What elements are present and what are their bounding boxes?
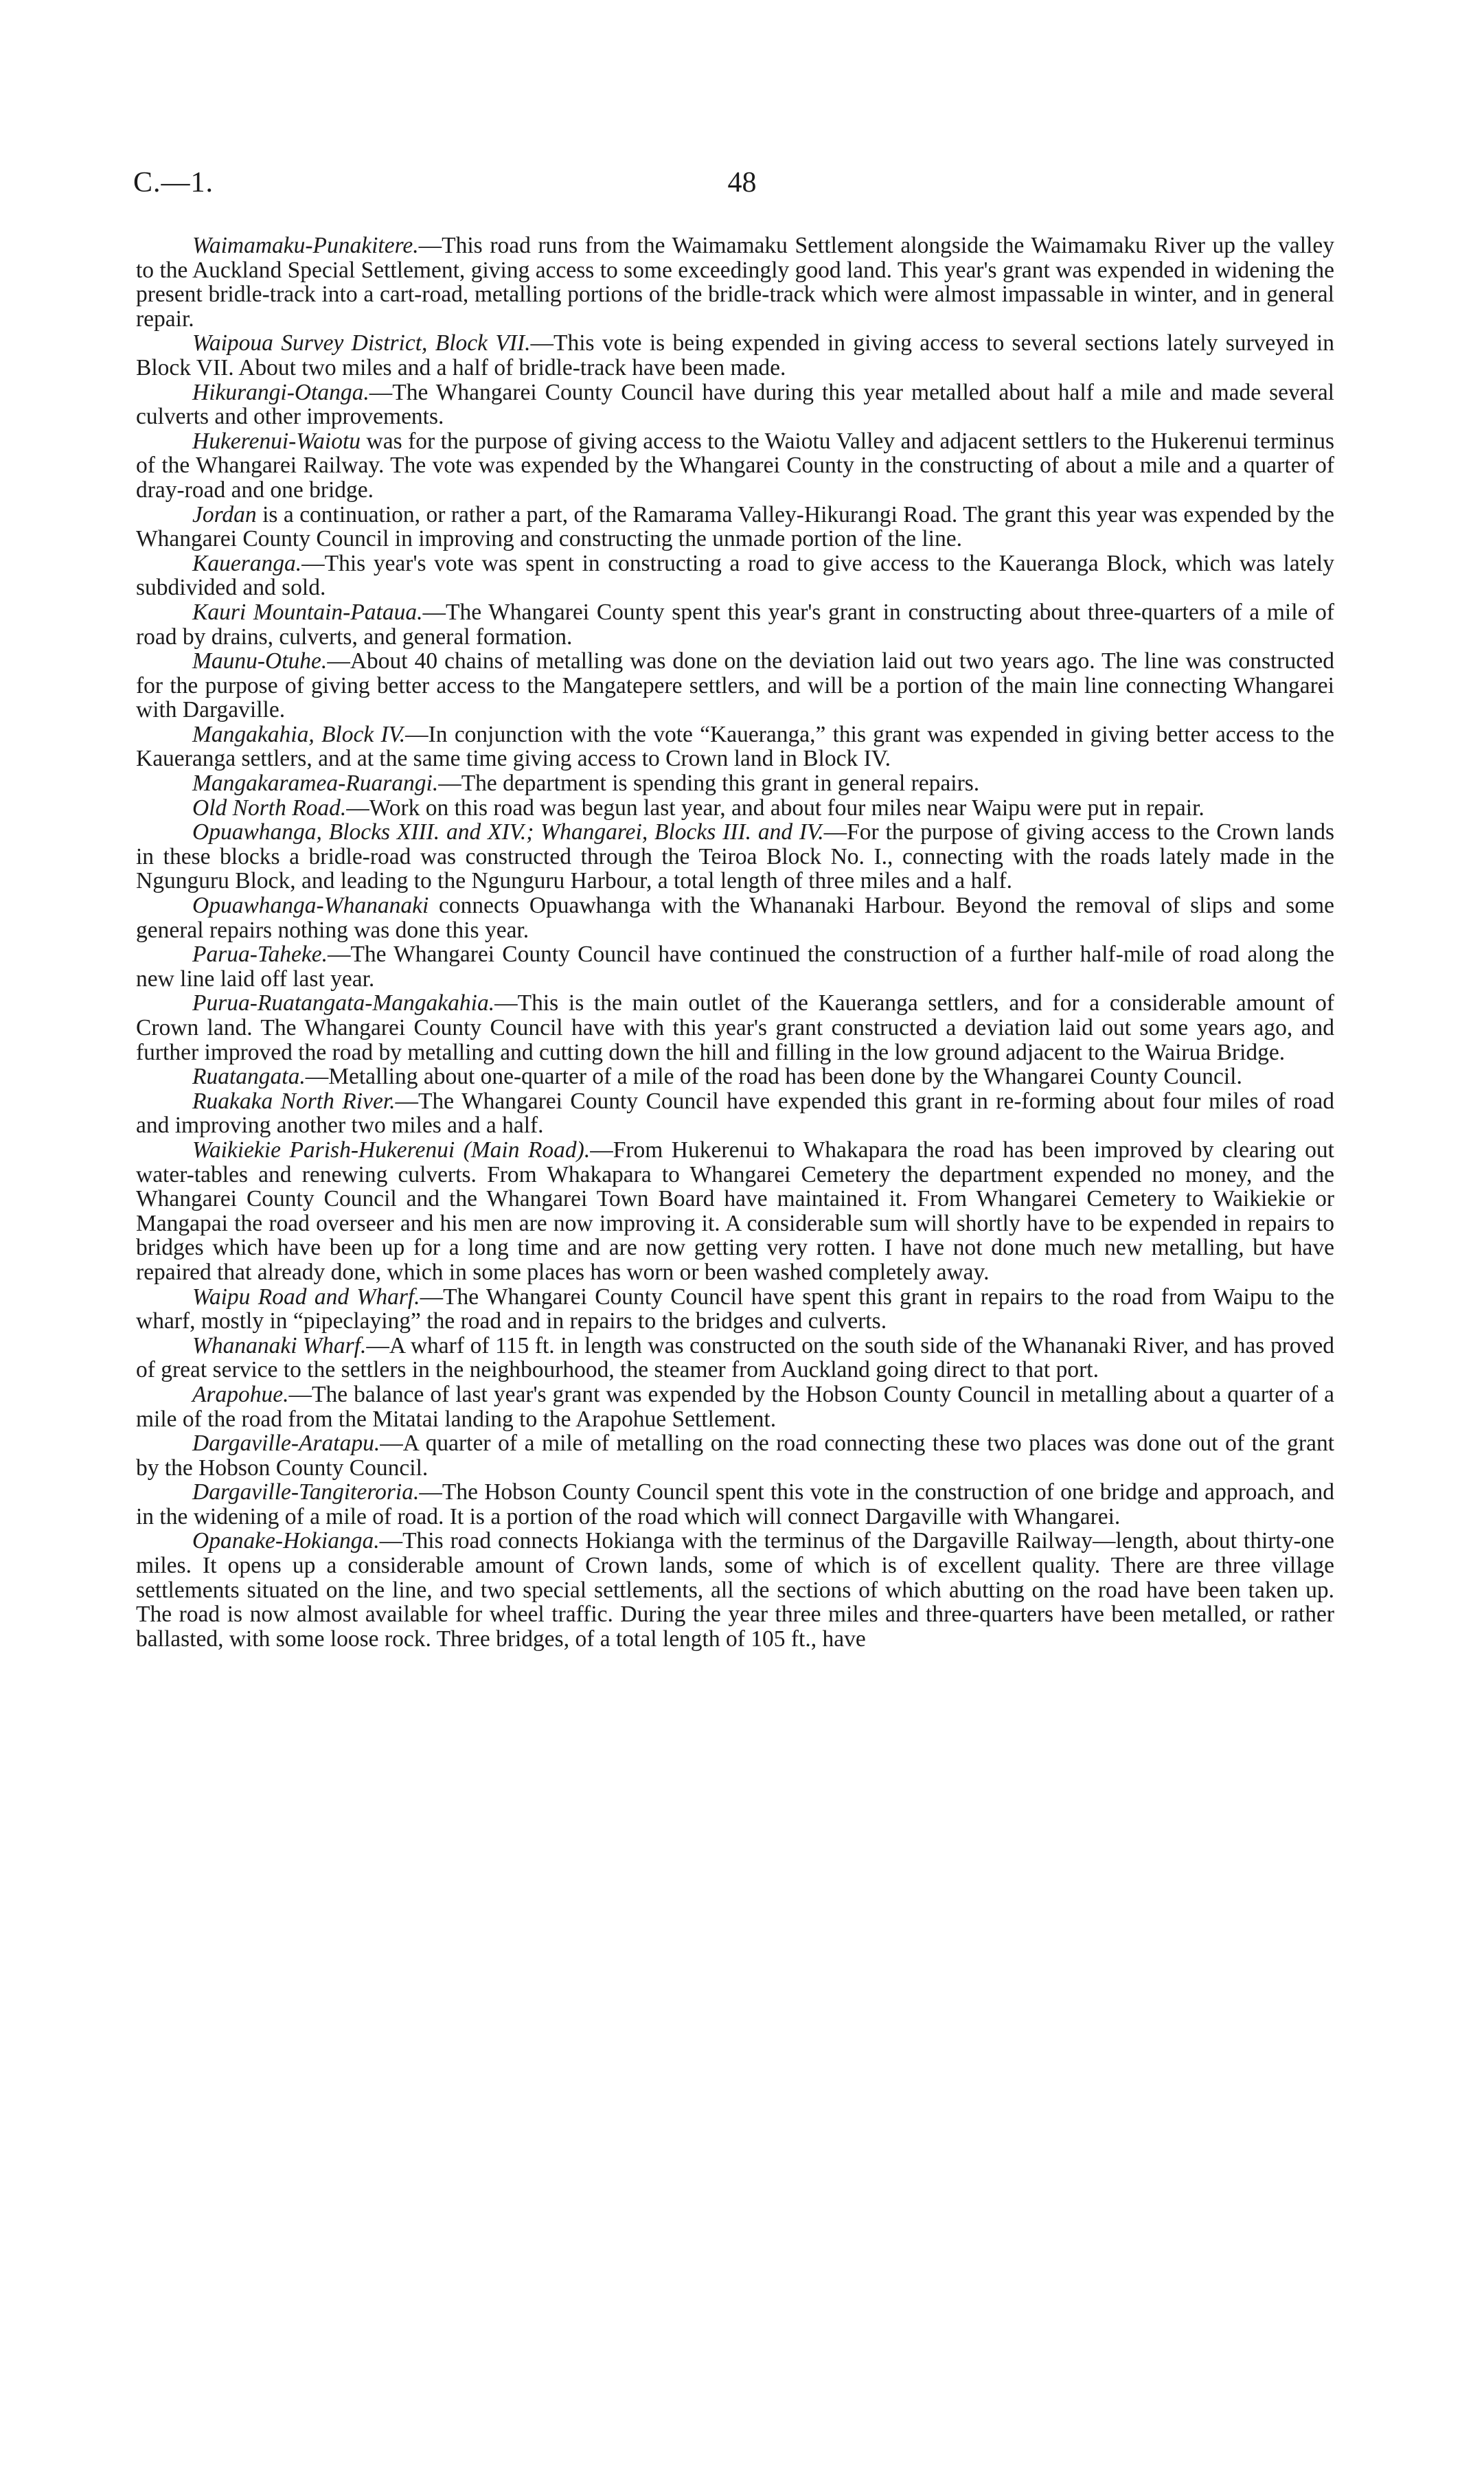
paragraph-heading: Arapohue.	[192, 1381, 289, 1407]
paragraph-text: —For the purpose of giving access to the Crown lands in these blocks a bridle-road was constructed through the Teiroa Block No. I., connecting with the roads lately made in the Ngunguru Block, and leading to the Ngunguru Harbour, a total length of three miles and a half.	[136, 819, 1335, 894]
paragraph	[136, 429, 1334, 503]
paragraph-heading: Maunu-Otuhe.	[192, 648, 328, 674]
paragraph-text: —The balance of last year's grant was expended by the Hobson County Council in metalling about a quarter of a mile of the road from the Mitatai landing to the Arapohue Settlement.	[136, 1381, 1334, 1432]
paragraph	[136, 1431, 1334, 1480]
paragraph-heading: Hikurangi-Otanga.	[192, 379, 369, 405]
paragraph	[136, 1529, 1334, 1651]
paragraph-text: connects Opuawhanga with the Whananaki Harbour. Beyond the removal of slips and some general repairs nothing was done this year.	[136, 893, 1334, 943]
paragraph-heading: Hukerenui-Waiotu	[192, 428, 361, 454]
paragraph-text: —A quarter of a mile of metalling on the road connecting these two places was done out of the grant by the Hobson County Council.	[136, 1431, 1334, 1481]
paragraph-heading: Mangakaramea-Ruarangi.	[192, 771, 439, 797]
paragraph-text: —This year's vote was spent in constructing a road to give access to the Kaueranga Block, which was lately subdivided and sold.	[136, 550, 1334, 601]
paragraph-text: —Metalling about one-quarter of a mile of the road has been done by the Whangarei County Council.	[305, 1064, 1242, 1090]
paragraph-text: —This road runs from the Waimamaku Settlement alongside the Waimamaku River up the valley to the Auckland Special Settlement, giving access to some exceedingly good land. This year's grant was expended in widening the present bridle-track into a cart-road, metalling portions of the bridle-track which were almost impassable in winter, and in general repair.	[136, 233, 1334, 332]
paragraph-heading: Purua-Ruatangata-Mangakahia.	[192, 990, 495, 1016]
paragraph-heading: Old North Road.	[192, 795, 347, 821]
paragraph-text: —This vote is being expended in giving access to several sections lately surveyed in Block VII. About two miles and a half of bridle-track have been made.	[136, 330, 1334, 380]
paragraph-heading: Parua-Taheke.	[192, 942, 328, 968]
paragraph-heading: Opuawhanga, Blocks XIII. and XIV.; Whangarei, Blocks III. and IV.	[192, 819, 824, 845]
body-text	[136, 234, 1334, 1651]
paragraph-text: —This road connects Hokianga with the terminus of the Dargaville Railway—length, about thirty-one miles. It opens up a considerable amount of Crown lands, some of which is of excellent quality. There are three village settlements situated on the line, and two special settlements, all the sections of which abutting on the road have been taken up. The road is now almost available for wheel traffic. During the year three miles and three-quarters have been metalled, or rather ballasted, with some loose rock. Three bridges, of a total length of 105 ft., have	[136, 1528, 1334, 1652]
paragraph-heading: Ruakaka North River.	[192, 1088, 396, 1114]
page-header	[118, 166, 1366, 207]
paragraph-heading: Ruatangata.	[192, 1064, 306, 1090]
paragraph-heading: Mangakahia, Block IV.	[192, 721, 406, 747]
paragraph	[136, 234, 1334, 331]
paragraph	[136, 1138, 1334, 1285]
paragraph	[136, 893, 1334, 942]
paragraph-text: —The Whangarei County spent this year's grant in constructing about three-quarters of a mile of road by drains, culverts, and general formation.	[136, 599, 1334, 650]
page-number: 48	[727, 167, 757, 198]
paragraph-heading: Opanake-Hokianga.	[192, 1528, 380, 1554]
paragraph-text: —Work on this road was begun last year, and about four miles near Waipu were put in repair.	[346, 795, 1205, 821]
paragraph	[136, 1334, 1334, 1382]
paragraph-text: —The Hobson County Council spent this vote in the construction of one bridge and approach, and in the widening of a mile of road. It is a portion of the road which will connect Dargaville with Whangarei.	[136, 1479, 1334, 1529]
paragraph	[136, 991, 1334, 1064]
paragraph-heading: Waipoua Survey District, Block VII.	[192, 330, 531, 356]
paragraph	[136, 796, 1334, 821]
paragraph-text: is a continuation, or rather a part, of the Ramarama Valley-Hikurangi Road. The grant this year was expended by the Whangarei County Council in improving and constructing the unmade portion of the line.	[136, 501, 1334, 552]
paragraph-heading: Dargaville-Tangiteroria.	[192, 1479, 420, 1505]
paragraph	[136, 551, 1334, 600]
paragraph-heading: Waimamaku-Punakitere.	[192, 233, 419, 258]
paragraph	[136, 503, 1334, 551]
paragraph-text: —From Hukerenui to Whakapara the road has been improved by clearing out water-tables and renewing culverts. From Whakapara to Whangarei Cemetery the department expended no money, and the Whangarei County Council and the Whangarei Town Board have maintained it. From Whangarei Cemetery to Waikiekie or Mangapai the road overseer and his men are now improving it. A considerable sum will shortly have to be expended in repairs to bridges which have been up for a long time and are now getting very rotten. I have not done much new metalling, but have repaired that already done, which in some places has worn or been washed completely away.	[136, 1137, 1334, 1285]
document-reference: C.—1.	[133, 167, 214, 198]
paragraph-heading: Waikiekie Parish-Hukerenui (Main Road).	[192, 1137, 591, 1163]
paragraph-text: —The Whangarei County Council have during this year metalled about half a mile and made several culverts and other improvements.	[136, 379, 1334, 430]
paragraph-heading: Whananaki Wharf.	[192, 1332, 367, 1358]
paragraph-heading: Opuawhanga-Whananaki	[192, 893, 429, 919]
paragraph	[136, 600, 1334, 649]
paragraph	[136, 1285, 1334, 1334]
paragraph-text: —The Whangarei County Council have continued the construction of a further half-mile of road along the new line laid off last year.	[136, 942, 1334, 992]
paragraph	[136, 1382, 1334, 1431]
paragraph-text: —This is the main outlet of the Kaueranga settlers, and for a considerable amount of Crown land. The Whangarei County Council have with this year's grant constructed a deviation laid out some years ago, and further improved the road by metalling and cutting down the hill and filling in the low ground adjacent to the Wairua Bridge.	[136, 990, 1334, 1065]
paragraph	[136, 771, 1334, 796]
paragraph-heading: Kaueranga.	[192, 550, 302, 576]
paragraph-text: —About 40 chains of metalling was done on the deviation laid out two years ago. The line was constructed for the purpose of giving better access to the Mangatepere settlers, and will be a portion of the main line connecting Whangarei with Dargaville.	[136, 648, 1334, 723]
paragraph	[136, 380, 1334, 429]
paragraph	[136, 722, 1334, 771]
paragraph-text: —The department is spending this grant in general repairs.	[438, 771, 980, 797]
paragraph-heading: Dargaville-Aratapu.	[192, 1431, 380, 1457]
paragraph-text: was for the purpose of giving access to the Waiotu Valley and adjacent settlers to the Hukerenui terminus of the Whangarei Railway. The vote was expended by the Whangarei County in the constructing of about a mile and a quarter of dray-road and one bridge.	[136, 428, 1334, 503]
paragraph-heading: Waipu Road and Wharf.	[192, 1284, 420, 1310]
paragraph-text: —The Whangarei County Council have expended this grant in re-forming about four miles of road and improving another two miles and a half.	[136, 1088, 1334, 1139]
paragraph-text: —The Whangarei County Council have spent this grant in repairs to the road from Waipu to the wharf, mostly in “pipeclaying” the road and in repairs to the bridges and culverts.	[136, 1284, 1334, 1334]
paragraph-text: —In conjunction with the vote “Kaueranga,” this grant was expended in giving better access to the Kaueranga settlers, and at the same time giving access to Crown land in Block IV.	[136, 721, 1334, 772]
paragraph	[136, 942, 1334, 991]
paragraph	[136, 820, 1334, 893]
paragraph-heading: Kauri Mountain-Pataua.	[192, 599, 423, 625]
paragraph	[136, 1064, 1334, 1089]
paragraph	[136, 331, 1334, 380]
paragraph-heading: Jordan	[192, 501, 257, 527]
paragraph-text: —A wharf of 115 ft. in length was constructed on the south side of the Whananaki River, and has proved of great service to the settlers in the neighbourhood, the steamer from Auckland going direct to that port.	[136, 1332, 1334, 1383]
paragraph	[136, 649, 1334, 722]
paragraph	[136, 1089, 1334, 1138]
paragraph	[136, 1480, 1334, 1529]
